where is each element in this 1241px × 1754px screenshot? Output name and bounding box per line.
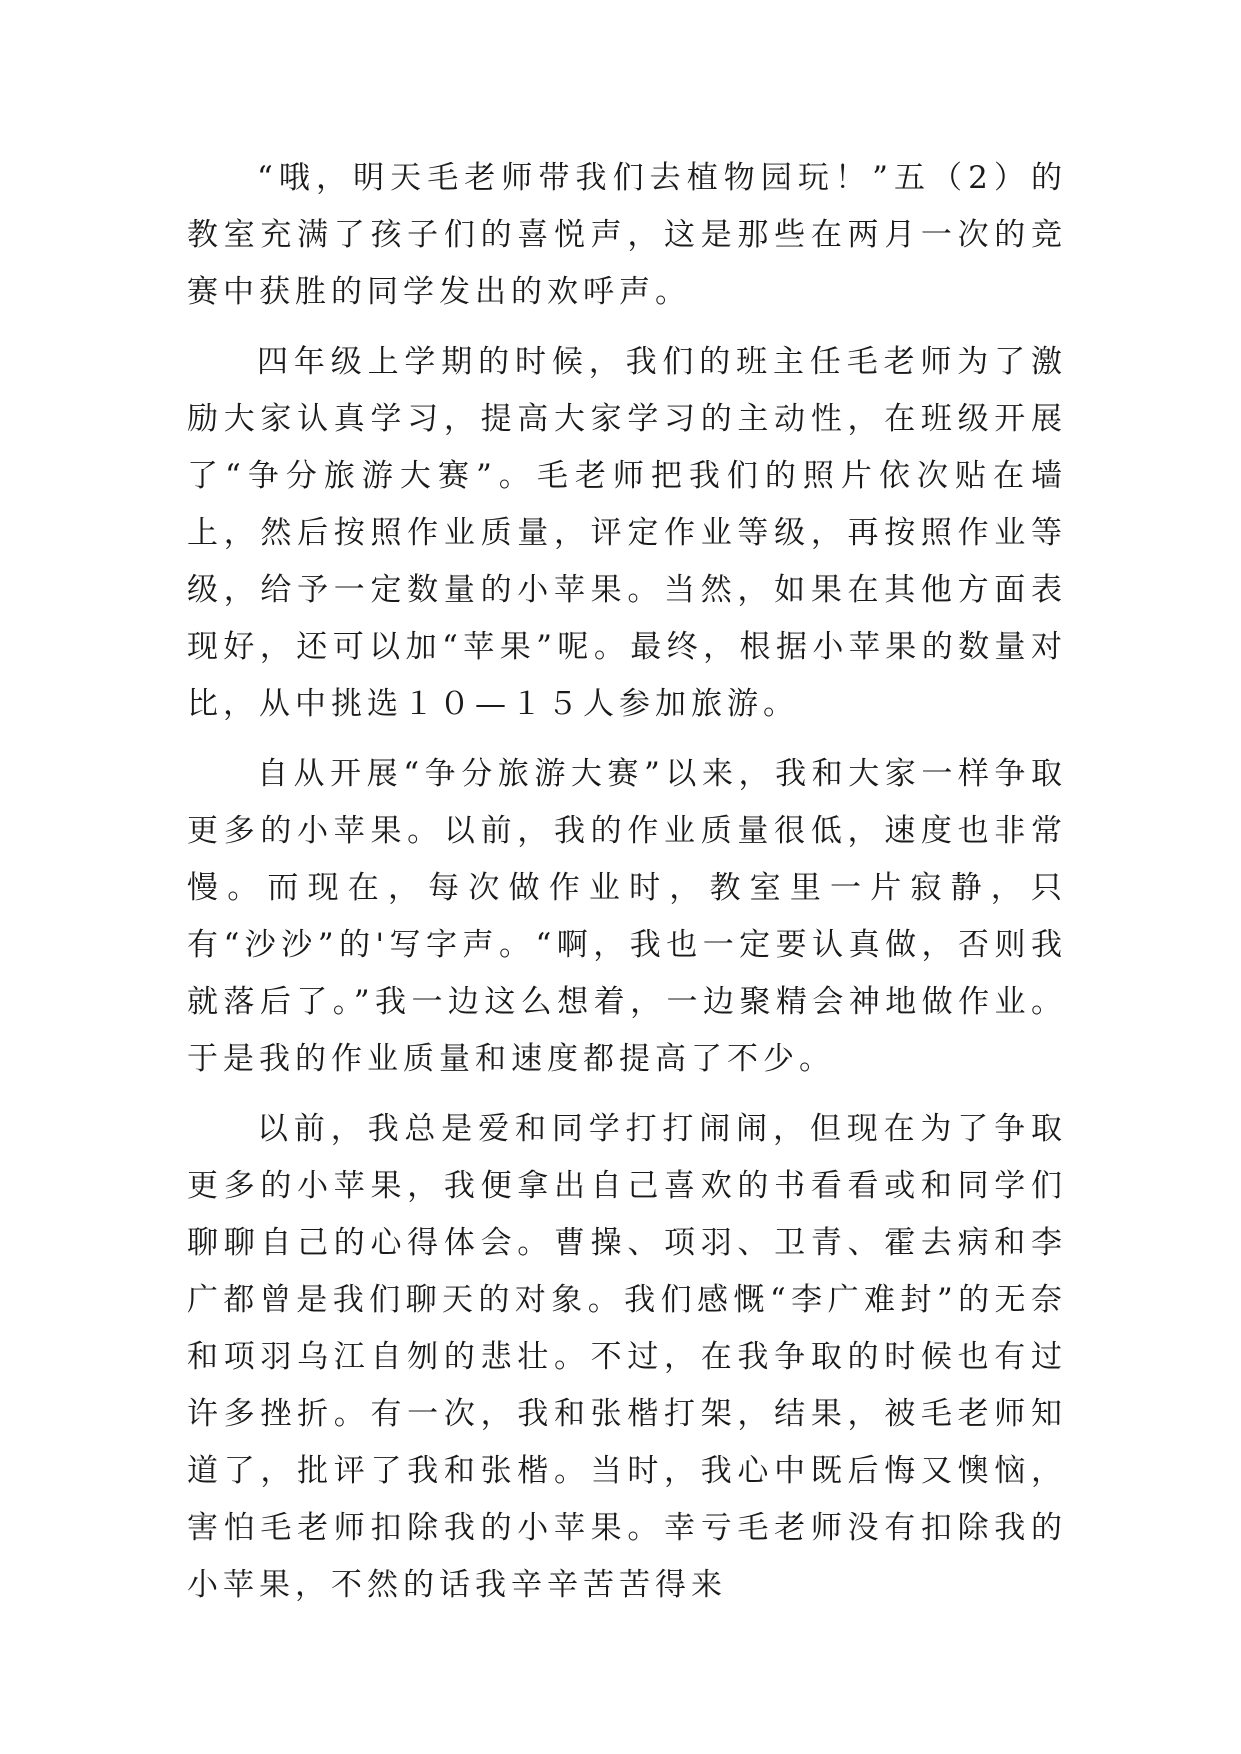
document-body	[187, 150, 1067, 1627]
paragraph-1: “哦，明天毛老师带我们去植物园玩！”五（2）的教室充满了孩子们的喜悦声，这是那些在两月一次的竞赛中获胜的同学发出的欢呼声。	[187, 160, 1067, 310]
paragraph-3: 自从开展“争分旅游大赛”以来，我和大家一样争取更多的小苹果。以前，我的作业质量很低，速度也非常慢。而现在，每次做作业时，教室里一片寂静，只有“沙沙”的'写字声。“啊，我也一定要认真做，否则我就落后了。”我一边这么想着，一边聚精会神地做作业。于是我的作业质量和速度都提高了不少。	[187, 756, 1067, 1077]
paragraph-2: 四年级上学期的时候，我们的班主任毛老师为了激励大家认真学习，提高大家学习的主动性，在班级开展了“争分旅游大赛”。毛老师把我们的照片依次贴在墙上，然后按照作业质量，评定作业等级，再按照作业等级，给予一定数量的小苹果。当然，如果在其他方面表现好，还可以加“苹果”呢。最终，根据小苹果的数量对比，从中挑选１０—１５人参加旅游。	[187, 344, 1067, 722]
paragraph-4: 以前，我总是爱和同学打打闹闹，但现在为了争取更多的小苹果，我便拿出自己喜欢的书看看或和同学们聊聊自己的心得体会。曹操、项羽、卫青、霍去病和李广都曾是我们聊天的对象。我们感慨“李广难封”的无奈和项羽乌江自刎的悲壮。不过，在我争取的时候也有过许多挫折。有一次，我和张楷打架，结果，被毛老师知道了，批评了我和张楷。当时，我心中既后悔又懊恼，害怕毛老师扣除我的小苹果。幸亏毛老师没有扣除我的小苹果，不然的话我辛辛苦苦得来	[187, 1111, 1067, 1603]
